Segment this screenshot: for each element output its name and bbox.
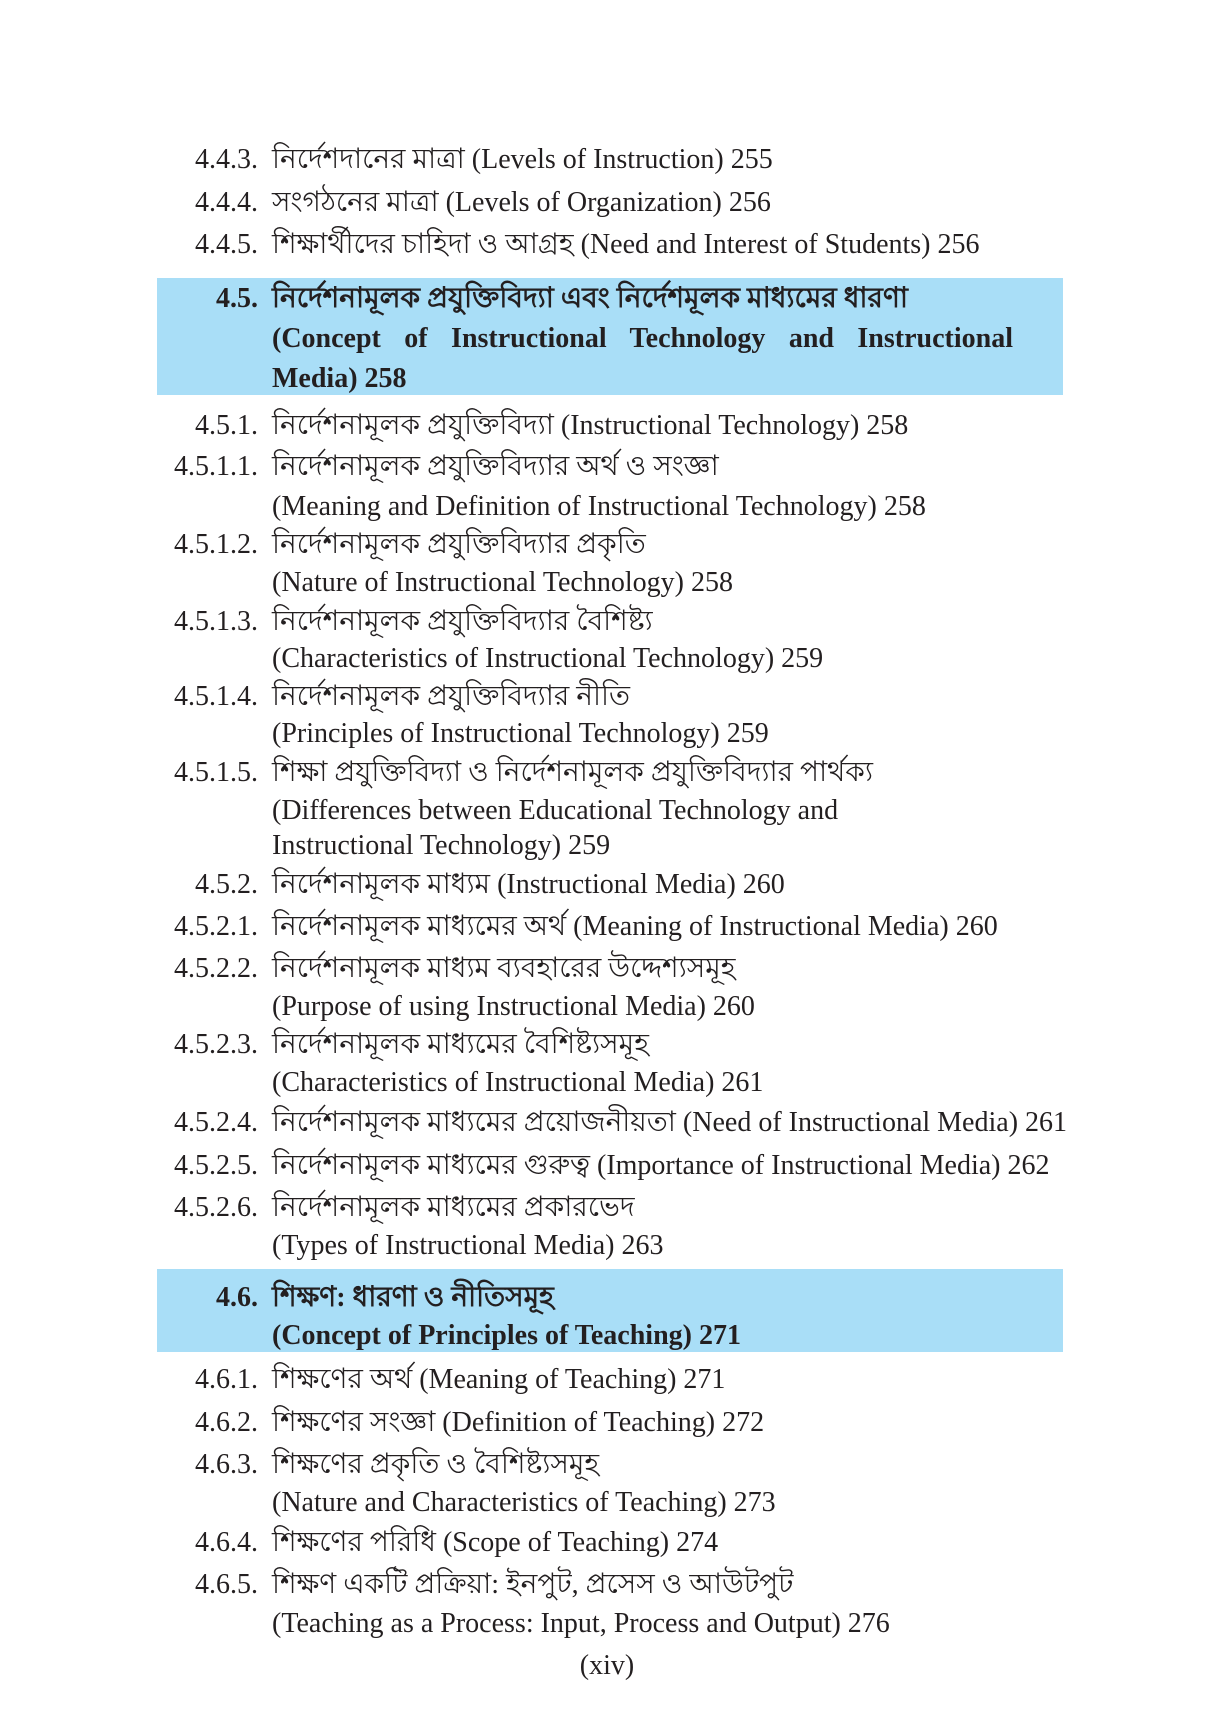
toc-entry-title: (Purpose of using Instructional Media) 260 [272,991,755,1022]
toc-entry-number: 4.6.2. [195,1407,258,1438]
toc-entry-title: সংগঠনের মাত্রা (Levels of Organization) 256 [272,187,771,218]
toc-entry-number: 4.5.1.5. [174,757,258,788]
toc-entry-line [0,907,1214,947]
toc-entry-number: 4.5.1. [195,410,258,441]
toc-entry-title: নির্দেশনামূলক মাধ্যমের বৈশিষ্ট্যসমূহ [272,1029,649,1060]
toc-entry-line [0,279,1214,319]
toc-entry-line [0,987,1214,1027]
toc-entry-line [0,1360,1214,1400]
toc-entry-title: শিক্ষণের প্রকৃতি ও বৈশিষ্ট্যসমূহ [272,1449,600,1480]
toc-entry-line [0,406,1214,446]
toc-entry-title: শিক্ষণের অর্থ (Meaning of Teaching) 271 [272,1364,726,1395]
toc-entry-title: শিক্ষণ: ধারণা ও নীতিসমূহ [272,1282,554,1313]
toc-entry-title: নির্দেশনামূলক মাধ্যমের প্রয়োজনীয়তা (Need of Instructional Media) 261 [272,1107,1068,1138]
toc-entry-number: 4.5.2.6. [174,1192,258,1223]
toc-entry-title: নির্দেশনামূলক প্রযুক্তিবিদ্যার বৈশিষ্ট্য [272,606,653,637]
toc-entry-line [0,563,1214,603]
toc-entry-line [0,602,1214,642]
toc-entry-number: 4.4.3. [195,144,258,175]
toc-entry-line [0,791,1214,831]
toc-entry-line [0,949,1214,989]
toc-entry-line [0,714,1214,754]
toc-entry-title: নির্দেশনামূলক প্রযুক্তিবিদ্যা এবং নির্দেশমূলক মাধ্যমের ধারণা [272,283,908,314]
toc-entry-line [0,1565,1214,1605]
toc-entry-number: 4.5.2.2. [174,953,258,984]
toc-entry-title: নির্দেশদানের মাত্রা (Levels of Instruction) 255 [272,144,773,175]
toc-entry-line [0,1523,1214,1563]
toc-entry-line [0,753,1214,793]
toc-entry-line [0,140,1214,180]
toc-entry-title: নির্দেশনামূলক মাধ্যমের প্রকারভেদ [272,1192,635,1223]
toc-entry-line [0,1103,1214,1143]
toc-entry-number: 4.6.1. [195,1364,258,1395]
toc-entry-title: (Types of Instructional Media) 263 [272,1230,664,1261]
toc-entry-number: 4.5.1.2. [174,529,258,560]
toc-entry-number: 4.5.2.1. [174,911,258,942]
toc-entry-line [0,1063,1214,1103]
toc-entry-title: (Teaching as a Process: Input, Process and Output) 276 [272,1608,890,1639]
toc-entry-title: শিক্ষণের পরিধি (Scope of Teaching) 274 [272,1527,719,1558]
toc-entry-number: 4.6.4. [195,1527,258,1558]
toc-entry-title: Media) 258 [272,363,407,394]
toc-entry-line [0,487,1214,527]
toc-entry-title: নির্দেশনামূলক মাধ্যমের অর্থ (Meaning of Instructional Media) 260 [272,911,998,942]
toc-entry-title: (Meaning and Definition of Instructional Technology) 258 [272,491,926,522]
toc-entry-line [0,639,1214,679]
toc-entry-line [0,319,1214,359]
toc-entry-line [0,1146,1214,1186]
toc-entry-title: নির্দেশনামূলক মাধ্যম ব্যবহারের উদ্দেশ্যসমূহ [272,953,736,984]
toc-entry-line [0,1445,1214,1485]
toc-entry-title: (Nature of Instructional Technology) 258 [272,567,733,598]
toc-entry-title: (Concept of Principles of Teaching) 271 [272,1320,741,1351]
toc-entry-line [0,1403,1214,1443]
toc-entry-number: 4.5. [216,283,258,314]
toc-entry-line [0,225,1214,265]
toc-entry-number: 4.4.4. [195,187,258,218]
toc-entry-line [0,1188,1214,1228]
toc-entry-number: 4.5.2.4. [174,1107,258,1138]
toc-entry-line [0,677,1214,717]
toc-entry-line [0,183,1214,223]
toc-entry-line [0,447,1214,487]
page-number: (xiv) [579,1650,635,1681]
toc-entry-title: শিক্ষণ একটি প্রক্রিয়া: ইনপুট, প্রসেস ও আউটপুট [272,1569,794,1600]
toc-entry-title: শিক্ষা প্রযুক্তিবিদ্যা ও নির্দেশনামূলক প্রযুক্তিবিদ্যার পার্থক্য [272,757,874,788]
toc-entry-line [0,1226,1214,1266]
toc-entry-title: নির্দেশনামূলক প্রযুক্তিবিদ্যার নীতি [272,681,631,712]
toc-entry-number: 4.6.5. [195,1569,258,1600]
toc-entry-title: (Differences between Educational Technology and [272,795,839,826]
toc-entry-title: Instructional Technology) 259 [272,830,611,861]
toc-entry-title: (Principles of Instructional Technology) 259 [272,718,769,749]
toc-entry-number: 4.6.3. [195,1449,258,1480]
toc-entry-line [0,359,1214,399]
toc-entry-title: (Nature and Characteristics of Teaching) 273 [272,1487,776,1518]
toc-entry-line [0,525,1214,565]
toc-entry-number: 4.4.5. [195,229,258,260]
toc-entry-title: নির্দেশনামূলক মাধ্যম (Instructional Media) 260 [272,869,785,900]
toc-entry-number: 4.5.1.1. [174,451,258,482]
toc-entry-line [0,1604,1214,1644]
toc-entry-title: (Concept of Instructional Technology and Instructional [272,323,1013,354]
toc-entry-line [0,1025,1214,1065]
toc-entry-number: 4.5.2. [195,869,258,900]
toc-entry-line [0,1316,1214,1356]
toc-entry-title: শিক্ষণের সংজ্ঞা (Definition of Teaching) 272 [272,1407,765,1438]
toc-entry-title: নির্দেশনামূলক মাধ্যমের গুরুত্ব (Importance of Instructional Media) 262 [272,1150,1050,1181]
toc-entry-number: 4.5.1.4. [174,681,258,712]
toc-entry-title: শিক্ষার্থীদের চাহিদা ও আগ্রহ (Need and Interest of Students) 256 [272,229,980,260]
toc-entry-number: 4.5.2.5. [174,1150,258,1181]
toc-entry-title: (Characteristics of Instructional Technology) 259 [272,643,824,674]
toc-entry-line [0,826,1214,866]
toc-entry-title: নির্দেশনামূলক প্রযুক্তিবিদ্যার প্রকৃতি [272,529,646,560]
toc-entry-number: 4.5.1.3. [174,606,258,637]
toc-entry-title: (Characteristics of Instructional Media) 261 [272,1067,764,1098]
toc-entry-number: 4.6. [216,1282,258,1313]
toc-entry-title: নির্দেশনামূলক প্রযুক্তিবিদ্যার অর্থ ও সংজ্ঞা [272,451,719,482]
toc-entry-line [0,1483,1214,1523]
toc-entry-number: 4.5.2.3. [174,1029,258,1060]
toc-entry-title: নির্দেশনামূলক প্রযুক্তিবিদ্যা (Instructional Technology) 258 [272,410,909,441]
toc-entry-line [0,1278,1214,1318]
toc-entry-line [0,865,1214,905]
